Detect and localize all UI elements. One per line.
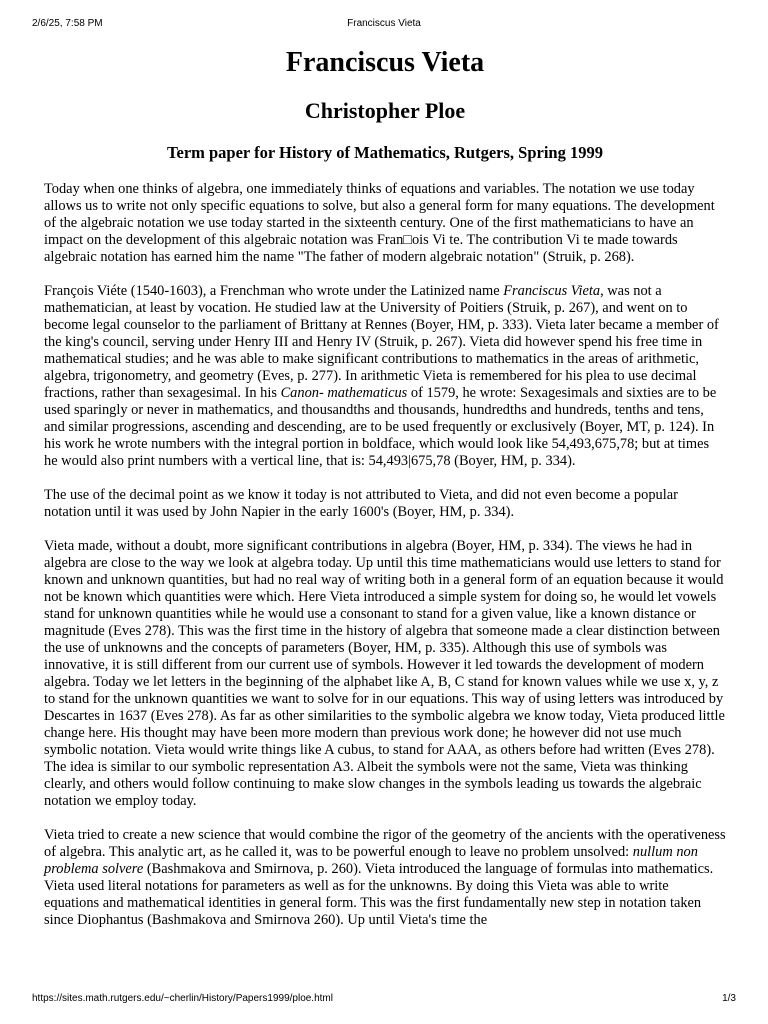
document-body xyxy=(44,46,726,929)
document-author: Christopher Ploe xyxy=(304,98,466,123)
print-page-number: 1/3 xyxy=(722,993,736,1004)
document-subtitle: Term paper for History of Mathematics, Rutgers, Spring 1999 xyxy=(167,143,603,162)
print-url: https://sites.math.rutgers.edu/~cherlin/History/Papers1999/ploe.html xyxy=(32,993,333,1004)
paragraph-analytic-art xyxy=(44,827,726,929)
paragraph-intro: Today when one thinks of algebra, one immediately thinks of equations and variables. The notation we use today allows us to write not only specific equations to solve, but also a general form for many equations. The development of the algebraic notation we use today started in the sixteenth century. One of the first mathematicians to have an impact on the development of this algebraic notation was Fran□ois Vi te. The contribution Vi te made towards algebraic notation has earned him the name "The father of modern algebraic notation" (Struik, p. 268). xyxy=(44,181,715,265)
print-page-title: Franciscus Vieta xyxy=(347,18,421,29)
emphasis-text: Franciscus Vieta xyxy=(503,283,601,299)
print-footer xyxy=(0,993,768,1007)
emphasis-text: nullum non problema solvere xyxy=(44,844,698,877)
paragraph-text: François Viéte (1540-1603), a Frenchman who wrote under the Latinized name xyxy=(44,283,504,299)
paragraph-text: of 1579, he wrote: Sexagesimals and sixties are to be used sparingly or never in mathematics, and thousandths and thousands, hundredths and hundreds, tenths and tens, and similar progressions, ascending and descending, are to be used frequently or exclusively (Boyer, MT, p. 124). In his work he wrote numbers with the integral portion in boldface, which would look like 54,493,675,78; but at times he would also print numbers with a vertical line, that is: 54,493|675,78 (Boyer, HM, p. 334). xyxy=(44,385,717,469)
paragraph-biography xyxy=(44,283,726,470)
paragraph-text: , was not a mathematician, at least by vocation. He studied law at the University of Poitiers (Struik, p. 267), and went on to become legal counselor to the parliament of Brittany at Rennes (Boyer, HM, p. 333). Vieta later became a member of the king's council, serving under Henry III and Henry IV (Struik, p. 267). Vieta did however spend his free time in mathematical studies; and he was able to make significant contributions to mathematics in the areas of arithmetic, algebra, trigonometry, and geometry (Eves, p. 277). In arithmetic Vieta is remembered for his plea to use decimal fractions, rather than sexagesimal. In his xyxy=(44,283,719,401)
paragraph-algebra: Vieta made, without a doubt, more significant contributions in algebra (Boyer, HM, p. 334). The views he had in algebra are close to the way we look at algebra today. Up until this time mathematicians would use letters to stand for known and unknown quantities, but had no real way of writing both in a general form of an equation because it would not be known which quantities were which. Here Vieta introduced a simple system for doing so, he would let vowels stand for unknown quantities while he would use a consonant to stand for a given value, like a known distance or magnitude (Eves 278). This was the first time in the history of algebra that someone made a clear distinction between the use of unknowns and the concepts of parameters (Boyer, HM, p. 335). Although this use of symbols was innovative, it is still different from our current use of symbols. However it led towards the development of modern algebra. Today we let letters in the beginning of the alphabet like A, B, C stand for known values while we use x, y, z to stand for the unknown quantities we want to solve for in our equations. This way of using letters was introduced by Descartes in 1637 (Eves 278). As far as other similarities to the symbolic algebra we know today, Vieta produced little change here. His thought may have been more modern than previous work done; he however did not use much symbolic notation. Vieta would write things like A cubus, to stand for AAA, as others before had written (Eves 278). The idea is similar to our symbolic representation A3. Albeit the symbols were not the same, Vieta was thinking clearly, and others would follow continuing to make slow changes in the symbols leading us towards the algebraic notation we employ today. xyxy=(44,538,725,809)
emphasis-text: Canon- mathematicus xyxy=(280,385,408,401)
paragraph-text: Vieta tried to create a new science that would combine the rigor of the geometry of the ancients with the operativeness of algebra. This analytic art, as he called it, was to be powerful enough to leave no problem unsolved: xyxy=(44,827,726,860)
print-datetime: 2/6/25, 7:58 PM xyxy=(32,18,103,29)
print-header xyxy=(0,18,768,32)
paragraph-decimal-point: The use of the decimal point as we know it today is not attributed to Vieta, and did not even become a popular notation until it was used by John Napier in the early 1600's (Boyer, HM, p. 334). xyxy=(44,487,678,520)
document-title: Franciscus Vieta xyxy=(285,47,485,78)
paragraph-text: (Bashmakova and Smirnova, p. 260). Vieta introduced the language of formulas into mathematics. Vieta used literal notations for parameters as well as for the unknowns. By doing this Vieta was able to write equations and mathematical identities in general form. This was the first fundamentally new step in notation taken since Diophantus (Bashmakova and Smirnova 260). Up until Vieta's time the xyxy=(44,861,714,928)
